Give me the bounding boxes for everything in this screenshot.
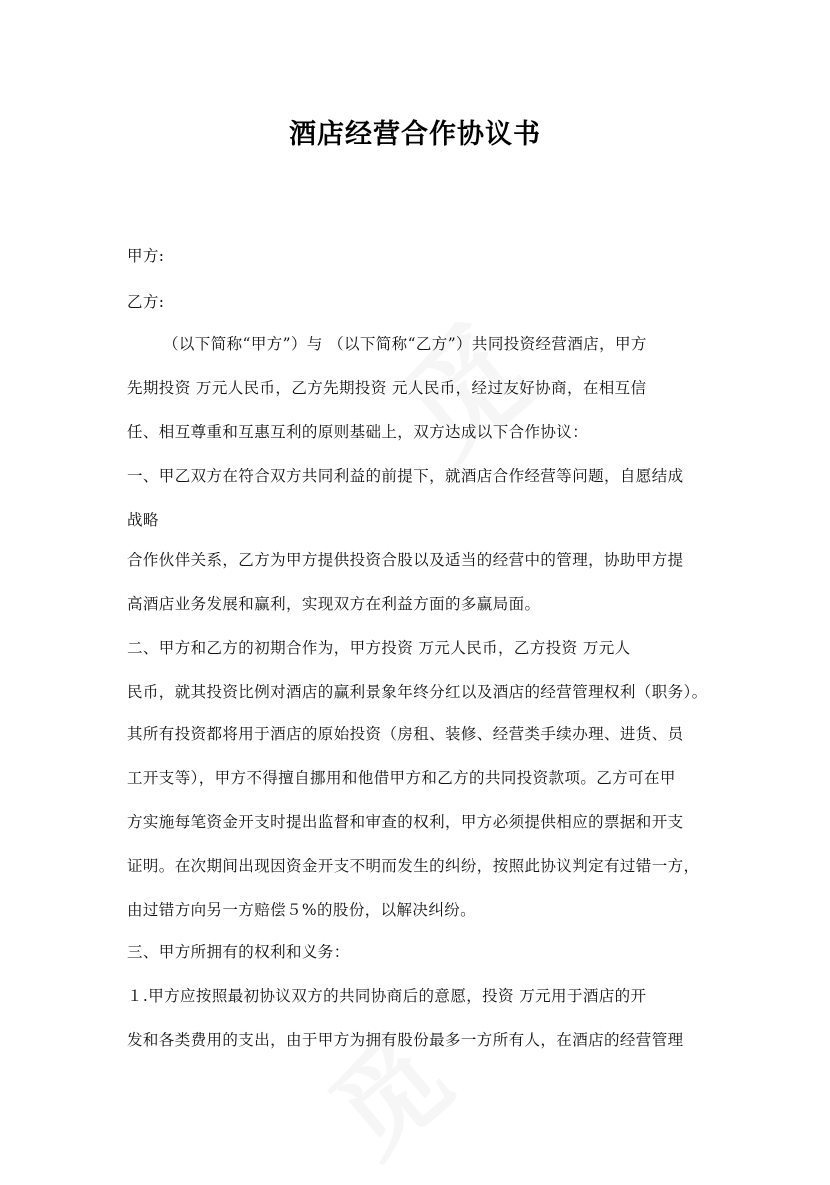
paragraph-line: 先期投资 万元人民币，乙方先期投资 元人民币，经过友好协商，在相互信	[127, 379, 647, 397]
clause-3-line: １.甲方应按照最初协议双方的共同协商后的意愿，投资 万元用于酒店的开	[127, 987, 647, 1005]
clause-1-line: 战略	[127, 511, 159, 529]
clause-2-line: 方实施每笔资金开支时提出监督和审查的权利，甲方必须提供相应的票据和开支	[127, 813, 684, 831]
watermark	[292, 993, 478, 1185]
paragraph-line: 任、相互尊重和互惠互利的原则基础上，双方达成以下合作协议：	[127, 423, 589, 441]
clause-1-line: 合作伙伴关系，乙方为甲方提供投资合股以及适当的经营中的管理，协助甲方提	[127, 551, 684, 569]
clause-2-line: 民币，就其投资比例对酒店的赢利景象年终分红以及酒店的经营管理权利（职务）。	[127, 683, 708, 701]
party-a-line: 甲方:	[127, 247, 165, 265]
clause-2-line: 由过错方向另一方赔偿５%的股份，以解决纠纷。	[127, 901, 477, 919]
clause-1-line: 高酒店业务发展和赢利，实现双方在利益方面的多赢局面。	[127, 595, 541, 613]
party-b-line: 乙方:	[127, 293, 165, 311]
clause-2-line: 其所有投资都将用于酒店的原始投资（房租、装修、经营类手续办理、进货、员	[127, 725, 684, 743]
clause-2-line: 证明。在次期间出现因资金开支不明而发生的纠纷，按照此协议判定有过错一方，	[127, 857, 700, 875]
clause-2-line: 二、甲方和乙方的初期合作为，甲方投资 万元人民币，乙方投资 万元人	[127, 639, 631, 657]
clause-1-line: 一、甲乙双方在符合双方共同利益的前提下，就酒店合作经营等问题，自愿结成	[127, 467, 684, 485]
paragraph-line: （以下简称“甲方”）与 （以下简称“乙方”）共同投资经营酒店，甲方	[163, 335, 647, 353]
clause-3-heading: 三、甲方所拥有的权利和义务：	[127, 943, 350, 961]
clause-2-line: 工开支等），甲方不得擅自挪用和他借甲方和乙方的共同投资款项。乙方可在甲	[127, 769, 676, 787]
document-title: 酒店经营合作协议书	[289, 119, 541, 150]
clause-3-line: 发和各类费用的支出，由于甲方为拥有股份最多一方所有人，在酒店的经营管理	[127, 1031, 684, 1049]
